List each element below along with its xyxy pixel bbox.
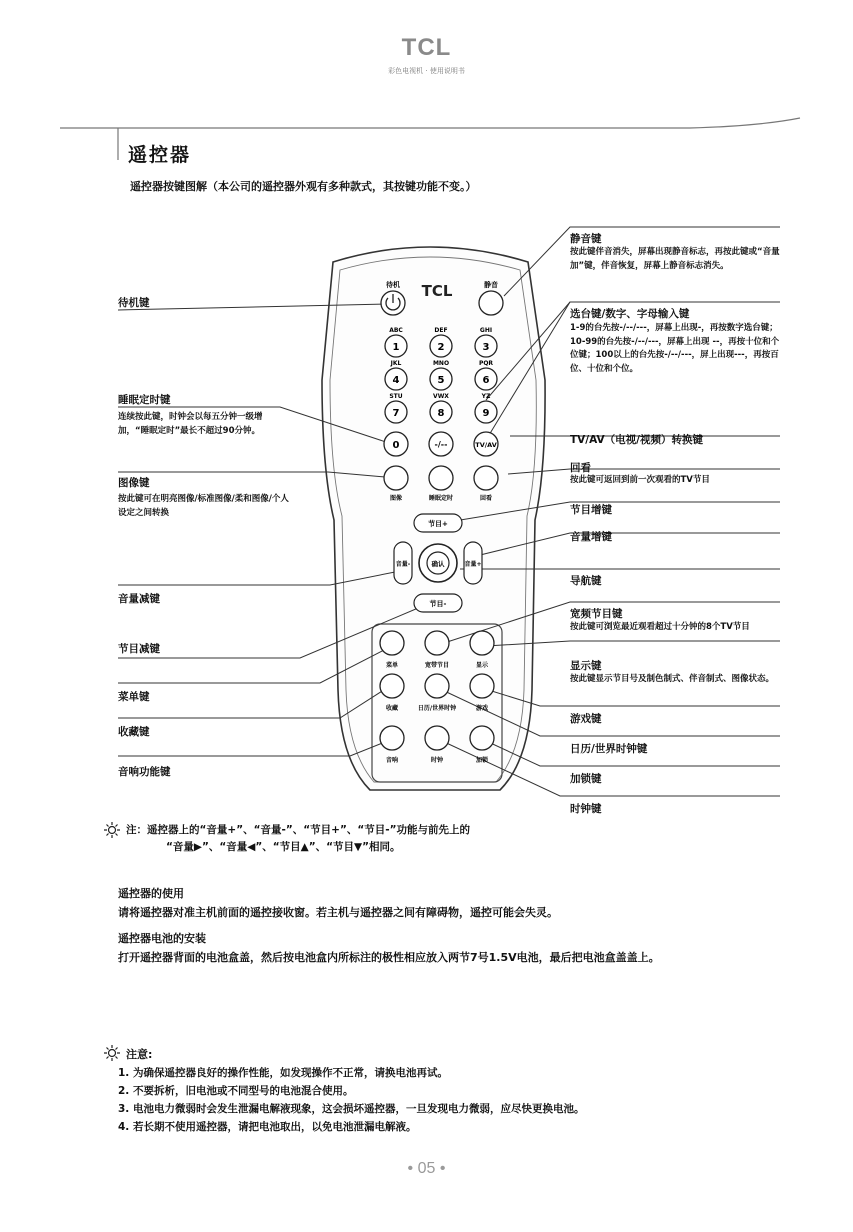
digit-letters-7: STU: [389, 393, 403, 400]
ok-button-label: 确认: [431, 560, 445, 568]
tvav-label: TV/AV: [475, 441, 497, 449]
digit-letters-1: ABC: [389, 327, 403, 334]
caution-item: 4. 若长期不使用遥控器，请把电池取出，以免电池泄漏电解液。: [118, 1121, 417, 1133]
desc-picture: 按此键可在明亮图像/标准图像/柔和图像/个人设定之间转换: [118, 494, 289, 518]
power-button-label: 待机: [386, 281, 400, 289]
header-subtitle: 彩色电视机 · 使用说明书: [388, 67, 465, 75]
digit-mode-label: -/--: [434, 440, 448, 449]
label-volume-up: 音量增键: [570, 531, 612, 543]
display-button[interactable]: [470, 631, 494, 655]
note-sun-icon: [104, 822, 120, 838]
digit-letters-4: JKL: [390, 360, 402, 367]
caution-item: 2. 不要拆析，旧电池或不同型号的电池混合使用。: [118, 1085, 354, 1097]
label-wide-program: 宽频节目键: [570, 608, 623, 620]
desc-sleep: 连续按此键，时钟会以每五分钟一级增加，“睡眠定时”最长不超过90分钟。: [118, 412, 263, 436]
recall-button[interactable]: [474, 466, 498, 490]
zero-button-label: 0: [392, 440, 400, 451]
sleep-button[interactable]: [429, 466, 453, 490]
digit-number-1: 1: [392, 342, 400, 353]
clock-button[interactable]: [425, 726, 449, 750]
digit-letters-8: VWX: [433, 393, 449, 400]
label-tvav: TV/AV（电视/视频）转换键: [570, 434, 703, 446]
volume-down-label: 音量-: [395, 561, 411, 568]
digit-letters-2: DEF: [434, 327, 448, 334]
digit-number-2: 2: [437, 342, 445, 353]
page-number: • 05 •: [407, 1160, 446, 1177]
desc-display: 按此键显示节目号及制色制式、伴音制式、图像状态。: [570, 674, 775, 684]
digit-letters-5: MNO: [432, 360, 450, 367]
label-audio: 音响功能键: [118, 766, 171, 778]
remote-brand: TCL: [421, 282, 453, 300]
desc-mute: 按此键伴音消失，屏幕出现静音标志，再按此键或“音量加”键，伴音恢复，屏幕上静音标志消失。: [570, 247, 780, 271]
usage-heading: 遥控器的使用: [118, 887, 184, 900]
warning-sun-icon: [104, 1045, 120, 1061]
label-picture: 图像键: [118, 477, 150, 489]
lock-button-label: 加锁: [475, 757, 489, 764]
menu-button[interactable]: [380, 631, 404, 655]
caution-heading: 注意:: [126, 1048, 153, 1061]
wide-program-button[interactable]: [425, 631, 449, 655]
program-up-label: 节目+: [428, 520, 448, 528]
mute-button-label: 静音: [484, 281, 498, 289]
game-button-label: 游戏: [475, 705, 489, 712]
desc-recall: 按此键可返回到前一次观看的TV节目: [570, 475, 710, 485]
desc-digits: 1-9的台先按-/--/---，屏幕上出现-，再按数字选台键；10-99的台先按-/--/---，屏幕上出现 --，再按十位和个位键；100以上的台先按-/--/---，屏上出现---，再按百位、十位和个位。: [570, 323, 780, 374]
wide-program-label: 宽带节目: [424, 662, 450, 669]
label-display: 显示键: [570, 660, 602, 672]
digit-number-3: 3: [482, 342, 490, 353]
caution-item: 1. 为确保遥控器良好的操作性能，如发现操作不正常，请换电池再试。: [118, 1067, 448, 1079]
calendar-button-label: 日历/世界时钟: [417, 705, 457, 712]
picture-button[interactable]: [384, 466, 408, 490]
lock-button[interactable]: [470, 726, 494, 750]
label-standby: 待机键: [118, 297, 150, 309]
label-digits: 选台键/数字、字母输入键: [570, 308, 690, 320]
label-program-down: 节目减键: [118, 643, 160, 655]
recall-button-label: 回看: [479, 495, 493, 502]
digit-number-6: 6: [482, 375, 490, 386]
audio-button-label: 音响: [385, 757, 399, 764]
desc-wide-program: 按此键可浏览最近观看超过十分钟的8个TV节目: [570, 622, 750, 632]
label-calendar: 日历/世界时钟键: [570, 743, 648, 755]
power-button[interactable]: [381, 291, 405, 315]
display-button-label: 显示: [475, 662, 489, 669]
label-mute: 静音键: [570, 233, 602, 245]
brand-logo: TCL: [401, 34, 452, 61]
digit-letters-9: YZ: [481, 393, 491, 400]
label-navigation: 导航键: [570, 575, 602, 587]
section-intro: 遥控器按键图解（本公司的遥控器外观有多种款式，其按键功能不变。）: [130, 180, 477, 193]
volume-up-label: 音量+: [464, 561, 482, 568]
note-line-1: 注：遥控器上的“音量+”、“音量-”、“节目+”、“节目-”功能与前先上的: [126, 824, 471, 836]
picture-button-label: 图像: [389, 495, 403, 502]
label-program-up: 节目增键: [570, 504, 612, 516]
clock-button-label: 时钟: [430, 757, 444, 764]
label-sleep: 睡眠定时键: [118, 394, 171, 406]
digit-number-4: 4: [392, 375, 400, 386]
favorite-button-label: 收藏: [385, 705, 399, 712]
note-equivalence: [126, 822, 470, 856]
program-down-label: 节目-: [429, 600, 447, 608]
favorite-button[interactable]: [380, 674, 404, 698]
digit-number-9: 9: [482, 408, 490, 419]
sleep-button-label: 睡眠定时: [428, 495, 454, 502]
digit-number-5: 5: [437, 375, 445, 386]
mute-button[interactable]: [479, 291, 503, 315]
digit-number-8: 8: [437, 408, 445, 419]
digit-keypad: [385, 327, 497, 423]
section-title: 遥控器: [128, 144, 192, 166]
battery-text: 打开遥控器背面的电池盒盖，然后按电池盒内所标注的极性相应放入两节7号1.5V电池，最后把电池盒盖盖上。: [118, 951, 660, 964]
menu-button-label: 菜单: [385, 662, 399, 669]
game-button[interactable]: [470, 674, 494, 698]
battery-heading: 遥控器电池的安装: [118, 932, 206, 945]
audio-button[interactable]: [380, 726, 404, 750]
calendar-button[interactable]: [425, 674, 449, 698]
label-favorite: 收藏键: [118, 726, 150, 738]
label-volume-down: 音量减键: [118, 593, 160, 605]
label-game: 游戏键: [570, 713, 602, 725]
label-recall: 回看: [570, 462, 591, 474]
note-line-2: “音量▶”、“音量◀”、“节目▲”、“节目▼”相同。: [166, 841, 401, 853]
digit-letters-3: GHI: [479, 327, 493, 334]
usage-text: 请将遥控器对准主机前面的遥控接收窗。若主机与遥控器之间有障碍物，遥控可能会失灵。: [118, 906, 558, 919]
label-clock: 时钟键: [570, 803, 602, 815]
caution-list: [118, 1064, 818, 1136]
label-menu: 菜单键: [118, 691, 150, 703]
digit-letters-6: PQR: [478, 360, 494, 367]
caution-item: 3. 电池电力微弱时会发生泄漏电解液现象，这会损坏遥控器，一旦发现电力微弱，应尽快更换电池。: [118, 1103, 585, 1115]
digit-number-7: 7: [392, 408, 400, 419]
label-lock: 加锁键: [570, 773, 602, 785]
